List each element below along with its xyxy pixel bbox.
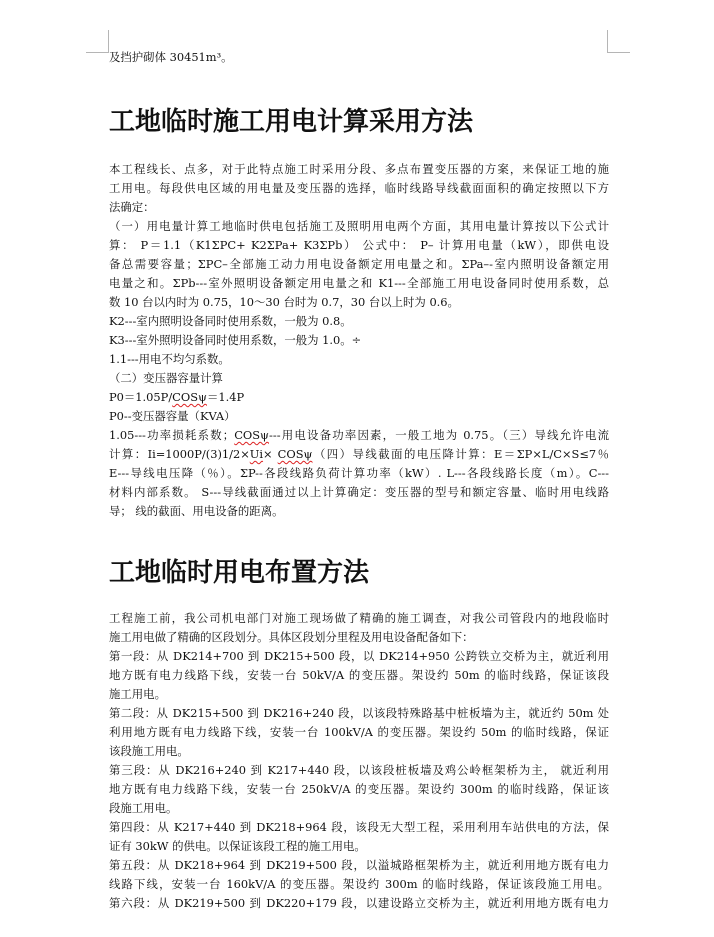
spellcheck-word: COSψ — [277, 447, 313, 461]
paragraph-line: 第四段：从 K217+440 到 DK218+964 段，该段无大型工程，采用利用车站供电的方法，保 — [109, 820, 609, 834]
section-1-text — [109, 160, 609, 521]
text-part: 计算：Ii=1000P/(3)1/2× — [109, 447, 250, 461]
paragraph-line: 本工程线长、点多，对于此特点施工时采用分段、多点布置变压器的方案，来保证工地的施 — [109, 162, 609, 176]
paragraph-line: 工程施工前，我公司机电部门对施工现场做了精确的施工调查，对我公司管段内的地段临时 — [109, 611, 609, 625]
paragraph-line: 第一段：从 DK214+700 到 DK215+500 段，以 DK214+950 公跨铁立交桥为主，就近利用 — [109, 649, 609, 663]
text-part: ---用电设备功率因素，一般工地为 0.75。（三）导线允许电流 — [269, 428, 609, 442]
paragraph-line: 地方既有电力线路下线，安装一台 250kV/A 的变压器。架设约 300m 的临时线路，保证该 — [109, 782, 609, 796]
paragraph-line: （一）用电量计算工地临时供电包括施工及照明用电两个方面，其用电量计算按以下公式计 — [109, 219, 609, 233]
text-part: × — [263, 447, 278, 461]
paragraph-line: E---导线电压降（％）。ΣP--各段线路负荷计算功率（kW）. L---各段线路长度（m）。C--- — [109, 466, 609, 480]
paragraph-line: 备总需要容量；ΣPC–全部施工动力用电设备额定用电量之和。ΣPa–-室内照明设备额定用 — [109, 257, 609, 271]
power-factor-line — [109, 426, 609, 445]
section-1-heading: 工地临时施工用电计算采用方法 — [109, 107, 474, 137]
paragraph-line: 导； 线的截面、用电设备的距离。 — [109, 504, 284, 518]
paragraph-line: 施工用电做了精确的区段划分。具体区段划分里程及用电设备配备如下： — [109, 630, 474, 644]
paragraph-line: K2---室内照明设备同时使用系数，一般为 0.8。 — [109, 314, 352, 328]
paragraph-line: 电量之和。ΣPb---室外照明设备额定用电量之和 K1---全部施工用电设备同时使用系数，总 — [109, 276, 609, 290]
formula-part: ＝1.4P — [206, 390, 245, 404]
spellcheck-word: Ui — [249, 447, 264, 461]
text-part: 1.05---功率损耗系数； — [109, 428, 235, 442]
paragraph-line: 法确定： — [109, 200, 155, 214]
paragraph-line: 数 10 台以内时为 0.75，10～30 台时为 0.7，30 台以上时为 0.6。 — [109, 295, 459, 309]
paragraph-line: 1.1---用电不均匀系数。 — [109, 352, 230, 366]
paragraph-line: 地方既有电力线路下线，安装一台 50kV/A 的变压器。架设约 50m 的临时线路，保证该段 — [109, 668, 609, 682]
paragraph-line: K3---室外照明设备同时使用系数，一般为 1.0。÷ — [109, 333, 362, 347]
paragraph-line: 段施工用电。 — [109, 801, 178, 815]
paragraph-line: 第二段：从 DK215+500 到 DK216+240 段，以该段特殊路基中桩板墙为主，就近约 50m 处 — [109, 706, 609, 720]
page-corner-mark-top-right — [607, 30, 630, 53]
section-2-text — [109, 609, 609, 913]
document-body — [109, 48, 609, 913]
paragraph-line: （二）变压器容量计算 — [109, 371, 223, 385]
paragraph-line: 该段施工用电。 — [109, 744, 189, 758]
spellcheck-word: COSψ — [172, 390, 207, 404]
text-part: （四）导线截面的电压降计算：E＝ΣP×L/C×S≤7％ — [312, 447, 609, 461]
formula-part: P0＝1.05P/ — [109, 390, 173, 404]
paragraph-line: 工用电。每段供电区域的用电量及变压器的选择，临时线路导线截面面积的确定按照以下方 — [109, 181, 609, 195]
paragraph-line: 施工用电。 — [109, 687, 166, 701]
paragraph-line: 利用地方既有电力线路下线，安装一台 100kV/A 的变压器。架设约 50m 的临时线路，保证 — [109, 725, 609, 739]
paragraph-line: 第三段：从 DK216+240 到 K217+440 段，以该段桩板墙及鸡公岭框架桥为主， 就近利用 — [109, 763, 609, 777]
paragraph-line: 线路下线，安装一台 160kV/A 的变压器。架设约 300m 的临时线路，保证该段施工用电。 — [109, 877, 609, 891]
paragraph-line: 算： P＝1.1（K1ΣPC+ K2ΣPa+ K3ΣPb） 公式中： P– 计算用电量（kW），即供电设 — [109, 238, 609, 252]
paragraph-line: P0--变压器容量（KVA） — [109, 409, 236, 423]
top-line: 及挡护砌体 30451m³。 — [109, 50, 233, 64]
paragraph-line: 证有 30kW 的供电。以保证该段工程的施工用电。 — [109, 839, 366, 853]
paragraph-line: 材料内部系数。 S---导线截面通过以上计算确定：变压器的型号和额定容量、临时用电线路 — [109, 485, 609, 499]
section-2-heading: 工地临时用电布置方法 — [109, 558, 370, 588]
paragraph-line: 第五段：从 DK218+964 到 DK219+500 段，以溢城路框架桥为主，就近利用地方既有电力 — [109, 858, 609, 872]
current-formula-line — [109, 445, 609, 464]
spellcheck-word: COSψ — [234, 428, 269, 442]
transformer-formula — [109, 388, 609, 407]
page-corner-mark-top-left — [86, 30, 109, 53]
paragraph-line: 第六段：从 DK219+500 到 DK220+179 段，以建设路立交桥为主，就近利用地方既有电力 — [109, 896, 609, 910]
